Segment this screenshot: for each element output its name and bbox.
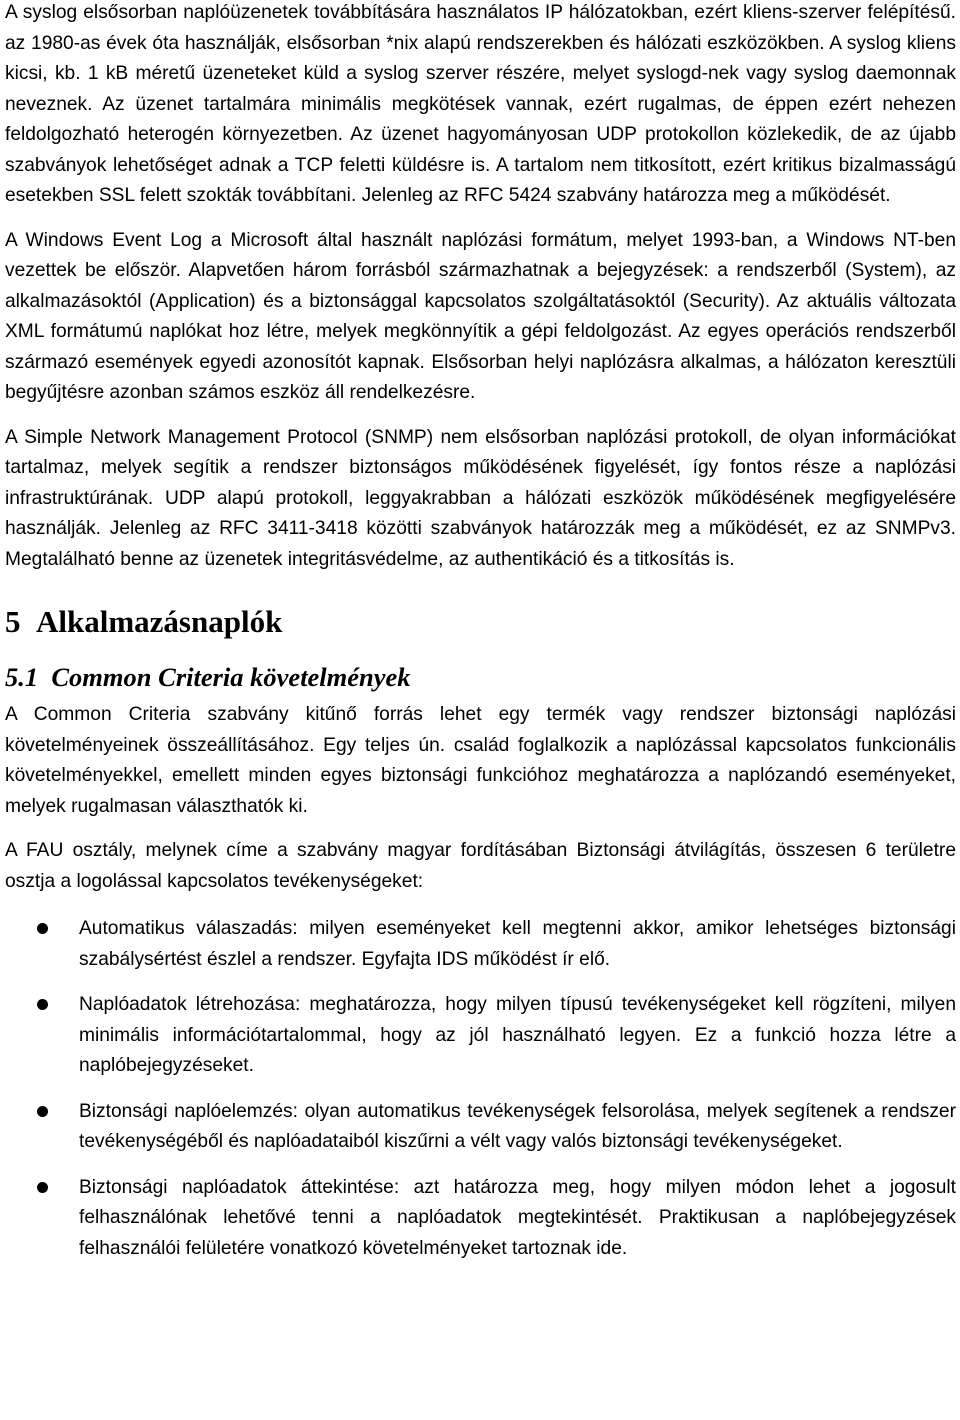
paragraph-windows-event-log: A Windows Event Log a Microsoft által használt naplózási formátum, melyet 1993-ban, a Windows NT-ben vezettek be először. Alapvetően három forrásból származhatnak a bejegyzések: a rendszerből (System), az alkalmazásoktól (Application) és a biztonsággal kapcsolatos szolgáltatásoktól (Security). Az aktuális változata XML formátumú naplókat hoz létre, melyek megkönnyítik a gépi feldolgozást. Az egyes operációs rendszerből származó események egyedi azonosítót kapnak. Elsősorban helyi naplózásra alkalmas, a hálózaton keresztüli begyűjtésre azonban számos eszköz áll rendelkezésre. (5, 229, 956, 403)
section-number: 5 (5, 604, 21, 639)
list-item-text: Naplóadatok létrehozása: meghatározza, hogy milyen típusú tevékenységeket kell rögzíteni, milyen minimális információtartalommal, hogy az jól használható legyen. Ez a funkció hozza létre a naplóbejegyzéseket. (79, 994, 956, 1076)
list-item (5, 1097, 956, 1158)
subsection-number: 5.1 (5, 662, 39, 692)
list-item-text: Biztonsági naplóelemzés: olyan automatikus tevékenységek felsorolása, melyek segítenek a rendszer tevékenységéből és naplóadataiból kiszűrni a vélt vagy valós biztonsági tevékenységeket. (79, 1100, 956, 1152)
list-item (5, 990, 956, 1082)
bullet-dot-icon (37, 923, 48, 934)
fau-bullet-list (5, 914, 956, 1264)
subsection-heading (5, 660, 956, 694)
bullet-dot-icon (37, 1106, 48, 1117)
bullet-dot-icon (37, 1182, 48, 1193)
list-item-text: Biztonsági naplóadatok áttekintése: azt határozza meg, hogy milyen módon lehet a jogosult felhasználónak lehetővé tenni a naplóadatok megtekintését. Praktikusan a naplóbejegyzések felhasználói felületére vonatkozó követelményeket tartoznak ide. (79, 1176, 956, 1259)
section-heading (5, 602, 956, 642)
paragraph-fau: A FAU osztály, melynek címe a szabvány magyar fordításában Biztonsági átvilágítás, összesen 6 területre osztja a logolással kapcsolatos tevékenységeket: (5, 840, 956, 892)
bullet-dot-icon (37, 999, 48, 1010)
list-item (5, 1173, 956, 1265)
paragraph-cc-intro: A Common Criteria szabvány kitűnő forrás lehet egy termék vagy rendszer biztonsági naplózási követelményeinek összeállításához. Egy teljes ún. család foglalkozik a naplózással kapcsolatos funkcionális követelményekkel, emellett minden egyes biztonsági funkcióhoz meghatározza a naplózandó eseményeket, melyek rugalmasan választhatók ki. (5, 704, 956, 817)
section-title: Alkalmazásnaplók (36, 604, 283, 639)
paragraph-snmp: A Simple Network Management Protocol (SNMP) nem elsősorban naplózási protokoll, de olyan információkat tartalmaz, melyek segítik a rendszer biztonságos működésének figyelését, így fontos része a naplózási infrastruktúrának. UDP alapú protokoll, leggyakrabban a hálózati eszközök működésének megfigyelésére használják. Jelenleg az RFC 3411-3418 közötti szabványok határozzák meg a működését, ez az SNMPv3. Megtalálható benne az üzenetek integritásvédelme, az authentikáció és a titkosítás is. (5, 426, 956, 570)
paragraph-syslog: A syslog elsősorban naplóüzenetek továbbítására használatos IP hálózatokban, ezért kliens-szerver felépítésű. az 1980-as évek óta használják, elsősorban *nix alapú rendszerekben és hálózati eszközökben. A syslog kliens kicsi, kb. 1 kB méretű üzeneteket küld a syslog szerver részére, melyet syslogd-nek vagy syslog daemonnak neveznek. Az üzenet tartalmára minimális megkötések vannak, ezért rugalmas, de éppen ezért nehezen feldolgozható heterogén környezetben. Az üzenet hagyományosan UDP protokollon közlekedik, de az újabb szabványok lehetőséget adnak a TCP feletti küldésre is. A tartalom nem titkosított, ezért kritikus bizalmasságú esetekben SSL felett szokták továbbítani. Jelenleg az RFC 5424 szabvány határozza meg a működését. (5, 2, 956, 206)
list-item-text: Automatikus válaszadás: milyen eseményeket kell megtenni akkor, amikor lehetséges biztonsági szabálysértést észlel a rendszer. Egyfajta IDS működést ír elő. (79, 918, 956, 970)
list-item (5, 914, 956, 975)
subsection-title: Common Criteria követelmények (51, 662, 411, 692)
